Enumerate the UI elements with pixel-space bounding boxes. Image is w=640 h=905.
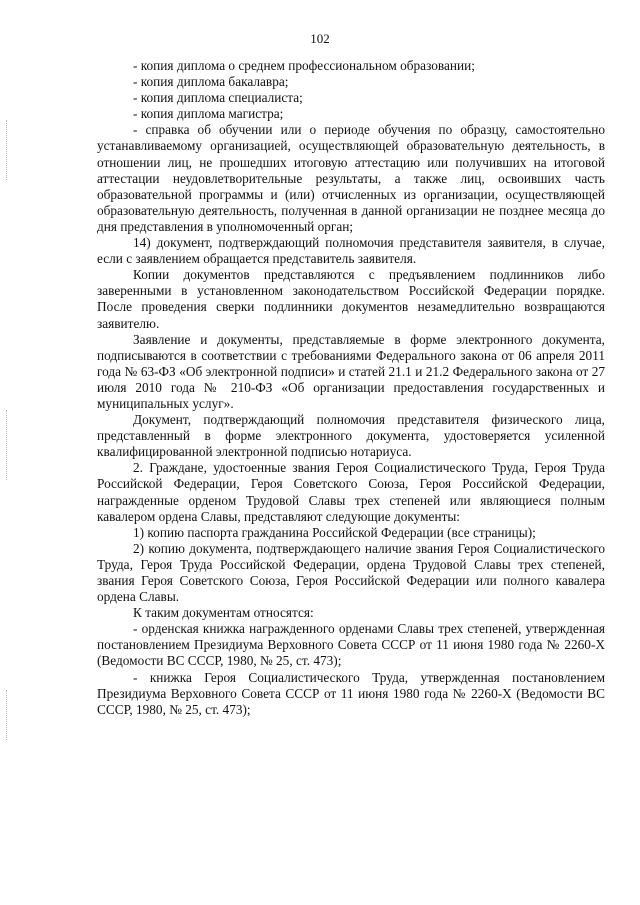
list-item: - копия диплома магистра; (133, 106, 284, 122)
paragraph: 2) копию документа, подтверждающего наличие звания Героя Социалистического Труда, Героя Труда Российской Федерации, ордена Трудовой Славы трех степеней, звания Героя Советского Союза, Героя Российской Федерации или полного кавалера ордена Славы. (97, 540, 605, 605)
paragraph: Заявление и документы, представляемые в форме электронного документа, подписываются в соответствии с требованиями Федерального закона от 06 апреля 2011 года № 63-ФЗ «Об электронной подписи» и статей 21.1 и 21.2 Федерального закона от 27 июля 2010 года № 210-ФЗ «Об организации предоставления государственных и муниципальных услуг». (97, 331, 605, 411)
list-item: - книжка Героя Социалистического Труда, утвержденная постановлением Президиума Верховного Совета СССР от 11 июня 1980 года № 2260-X (Ведомости ВС СССР, 1980, № 25, ст. 473); (97, 669, 605, 717)
paragraph: 14) документ, подтверждающий полномочия представителя заявителя, в случае, если с заявлением обращается представитель заявителя. (97, 235, 605, 267)
paragraph: Документ, подтверждающий полномочия представителя физического лица, представленный в форме электронного документа, удостоверяется усиленной квалифицированной электронной подписью нотариуса. (97, 412, 605, 460)
scan-margin-mark (6, 690, 9, 740)
paragraph: 1) копию паспорта гражданина Российской Федерации (все страницы); (133, 524, 536, 540)
document-body (97, 58, 605, 718)
paragraph: Копии документов представляются с предъявлением подлинников либо заверенными в установленном законодательством Российской Федерации порядке. После проведения сверки подлинники документов незамедлительно возвращаются заявителю. (97, 267, 605, 331)
paragraph: К таким документам относятся: (133, 605, 314, 621)
page-number: 102 (310, 31, 330, 46)
scan-margin-mark (6, 410, 9, 480)
list-item: - орденская книжка награжденного орденами Славы трех степеней, утвержденная постановлением Президиума Верховного Совета СССР от 11 июня 1980 года № 2260-X (Ведомости ВС СССР, 1980, № 25, ст. 473); (97, 621, 605, 669)
list-item: - справка об обучении или о периоде обучения по образцу, самостоятельно устанавливаемому организацией, осуществляющей образовательную деятельность, в отношении лиц, не прошедших итоговую аттестацию или получивших на итоговой аттестации неудовлетворительные результаты, а также лиц, освоивших часть образовательной программы и (или) отчисленных из организации, осуществляющей образовательную деятельность, полученная в данной организации не позднее месяца до дня представления в уполномоченный орган; (97, 122, 605, 234)
paragraph: 2. Граждане, удостоенные звания Героя Социалистического Труда, Героя Труда Российской Федерации, Героя Советского Союза, Героя Российской Федерации, награжденные орденом Трудовой Славы трех степеней или являющиеся полным кавалером ордена Славы, представляют следующие документы: (97, 460, 605, 524)
list-item: - копия диплома бакалавра; (133, 74, 289, 90)
scan-margin-mark (6, 120, 9, 180)
list-item: - копия диплома о среднем профессиональном образовании; (133, 58, 475, 73)
list-item: - копия диплома специалиста; (133, 90, 303, 106)
